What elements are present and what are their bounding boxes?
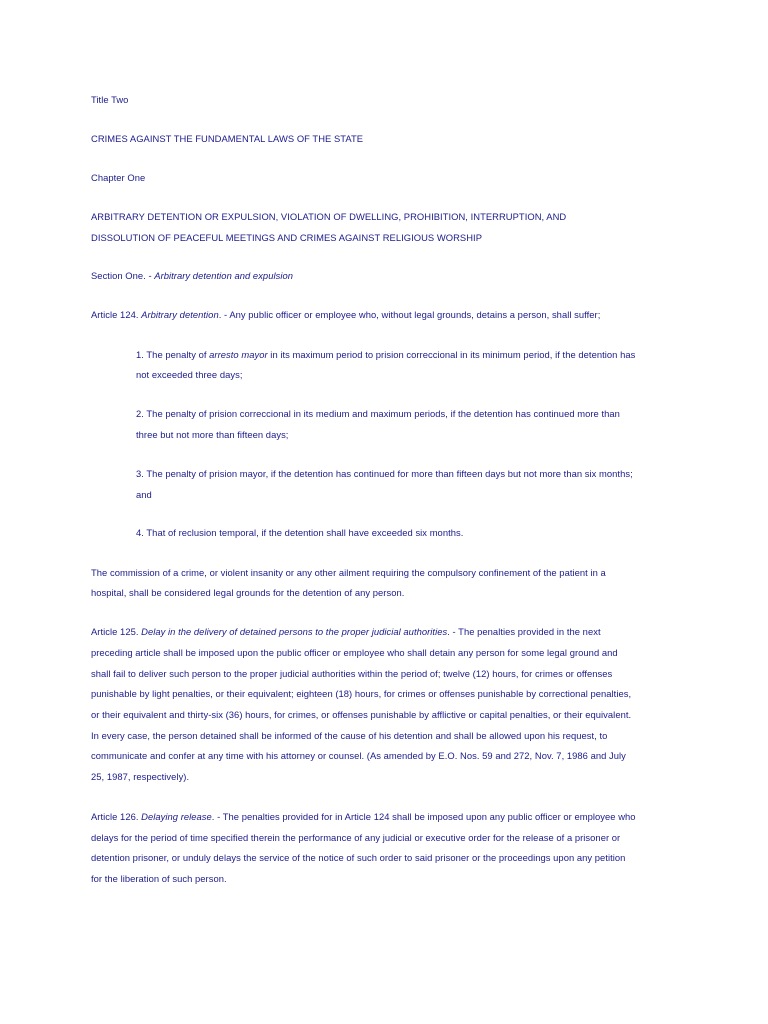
article-125-line: preceding article shall be imposed upon the public officer or employee who shall detain any person for some legal ground and — [91, 647, 618, 658]
article-125-title: Delay in the delivery of detained persons to the proper judicial authorities — [141, 626, 448, 637]
item-1-line-2: not exceeded three days; — [136, 369, 243, 380]
article-124-text: . - Any public officer or employee who, without legal grounds, detains a person, shall suffer; — [218, 309, 601, 320]
article-126-line: delays for the period of time specified therein the performance of any judicial or executive order for the release of a prisoner or — [91, 832, 621, 843]
chapter-title-line-2: DISSOLUTION OF PEACEFUL MEETINGS AND CRIMES AGAINST RELIGIOUS WORSHIP — [91, 232, 483, 243]
article-125-line: shall fail to deliver such person to the proper judicial authorities within the period of; twelve (12) hours, for crimes or offenses — [91, 668, 613, 679]
article-124-number: Article 124. — [91, 309, 142, 320]
article-125-line: communicate and confer at any time with his attorney or counsel. (As amended by E.O. Nos. 59 and 272, Nov. 7, 1986 and July — [91, 750, 626, 761]
item-3-line-2: and — [136, 489, 152, 500]
section-heading — [91, 269, 293, 282]
section-label: Section One. - — [91, 270, 155, 281]
section-title: Arbitrary detention and expulsion — [154, 270, 293, 281]
article-125-number: Article 125. — [91, 626, 142, 637]
article-125-line: punishable by light penalties, or their equivalent; eighteen (18) hours, for crimes or offenses punishable by correctional penalties, — [91, 688, 632, 699]
item-3-line-1: 3. The penalty of prision mayor, if the detention has continued for more than fifteen days but not more than six months; — [136, 468, 633, 479]
article-126-number: Article 126. — [91, 811, 142, 822]
title: Title Two — [91, 94, 129, 105]
article-126-line: for the liberation of such person. — [91, 873, 227, 884]
article-124-title: Arbitrary detention — [141, 309, 219, 320]
article-126-title: Delaying release — [141, 811, 212, 822]
article-124-closing-line-2: hospital, shall be considered legal grounds for the detention of any person. — [91, 587, 405, 598]
item-1-emphasis: arresto mayor — [209, 349, 268, 360]
article-125-line: In every case, the person detained shall be informed of the cause of his detention and shall be allowed upon his request, to — [91, 730, 608, 741]
article-126-line: detention prisoner, or unduly delays the service of the notice of such order to said prisoner or the proceedings upon any petition — [91, 852, 626, 863]
article-126-heading: Article 126. Delaying release. - The penalties provided for in Article 124 shall be imposed upon any public officer or employee who — [91, 811, 636, 822]
article-124-closing-line-1: The commission of a crime, or violent insanity or any other ailment requiring the compulsory confinement of the patient in a — [91, 567, 606, 578]
heading: CRIMES AGAINST THE FUNDAMENTAL LAWS OF THE STATE — [91, 133, 364, 144]
article-125-line: or their equivalent and thirty-six (36) hours, for crimes, or offenses punishable by afflictive or capital penalties, or their equivalent. — [91, 709, 632, 720]
chapter-label: Chapter One — [91, 172, 146, 183]
chapter-title-line-1: ARBITRARY DETENTION OR EXPULSION, VIOLATION OF DWELLING, PROHIBITION, INTERRUPTION, AND — [91, 211, 567, 222]
article-125-line: 25, 1987, respectively). — [91, 771, 190, 782]
item-4-line-1: 4. That of reclusion temporal, if the detention shall have exceeded six months. — [136, 527, 464, 538]
item-1-line-1: 1. The penalty of arresto mayor in its maximum period to prision correccional in its minimum period, if the detention has — [136, 349, 636, 360]
article-125-heading: Article 125. Delay in the delivery of detained persons to the proper judicial authorities. - The penalties provided in the next — [91, 626, 601, 637]
item-2-line-1: 2. The penalty of prision correccional in its medium and maximum periods, if the detention has continued more than — [136, 408, 620, 419]
item-2-line-2: three but not more than fifteen days; — [136, 429, 289, 440]
article-124-heading — [91, 308, 600, 321]
